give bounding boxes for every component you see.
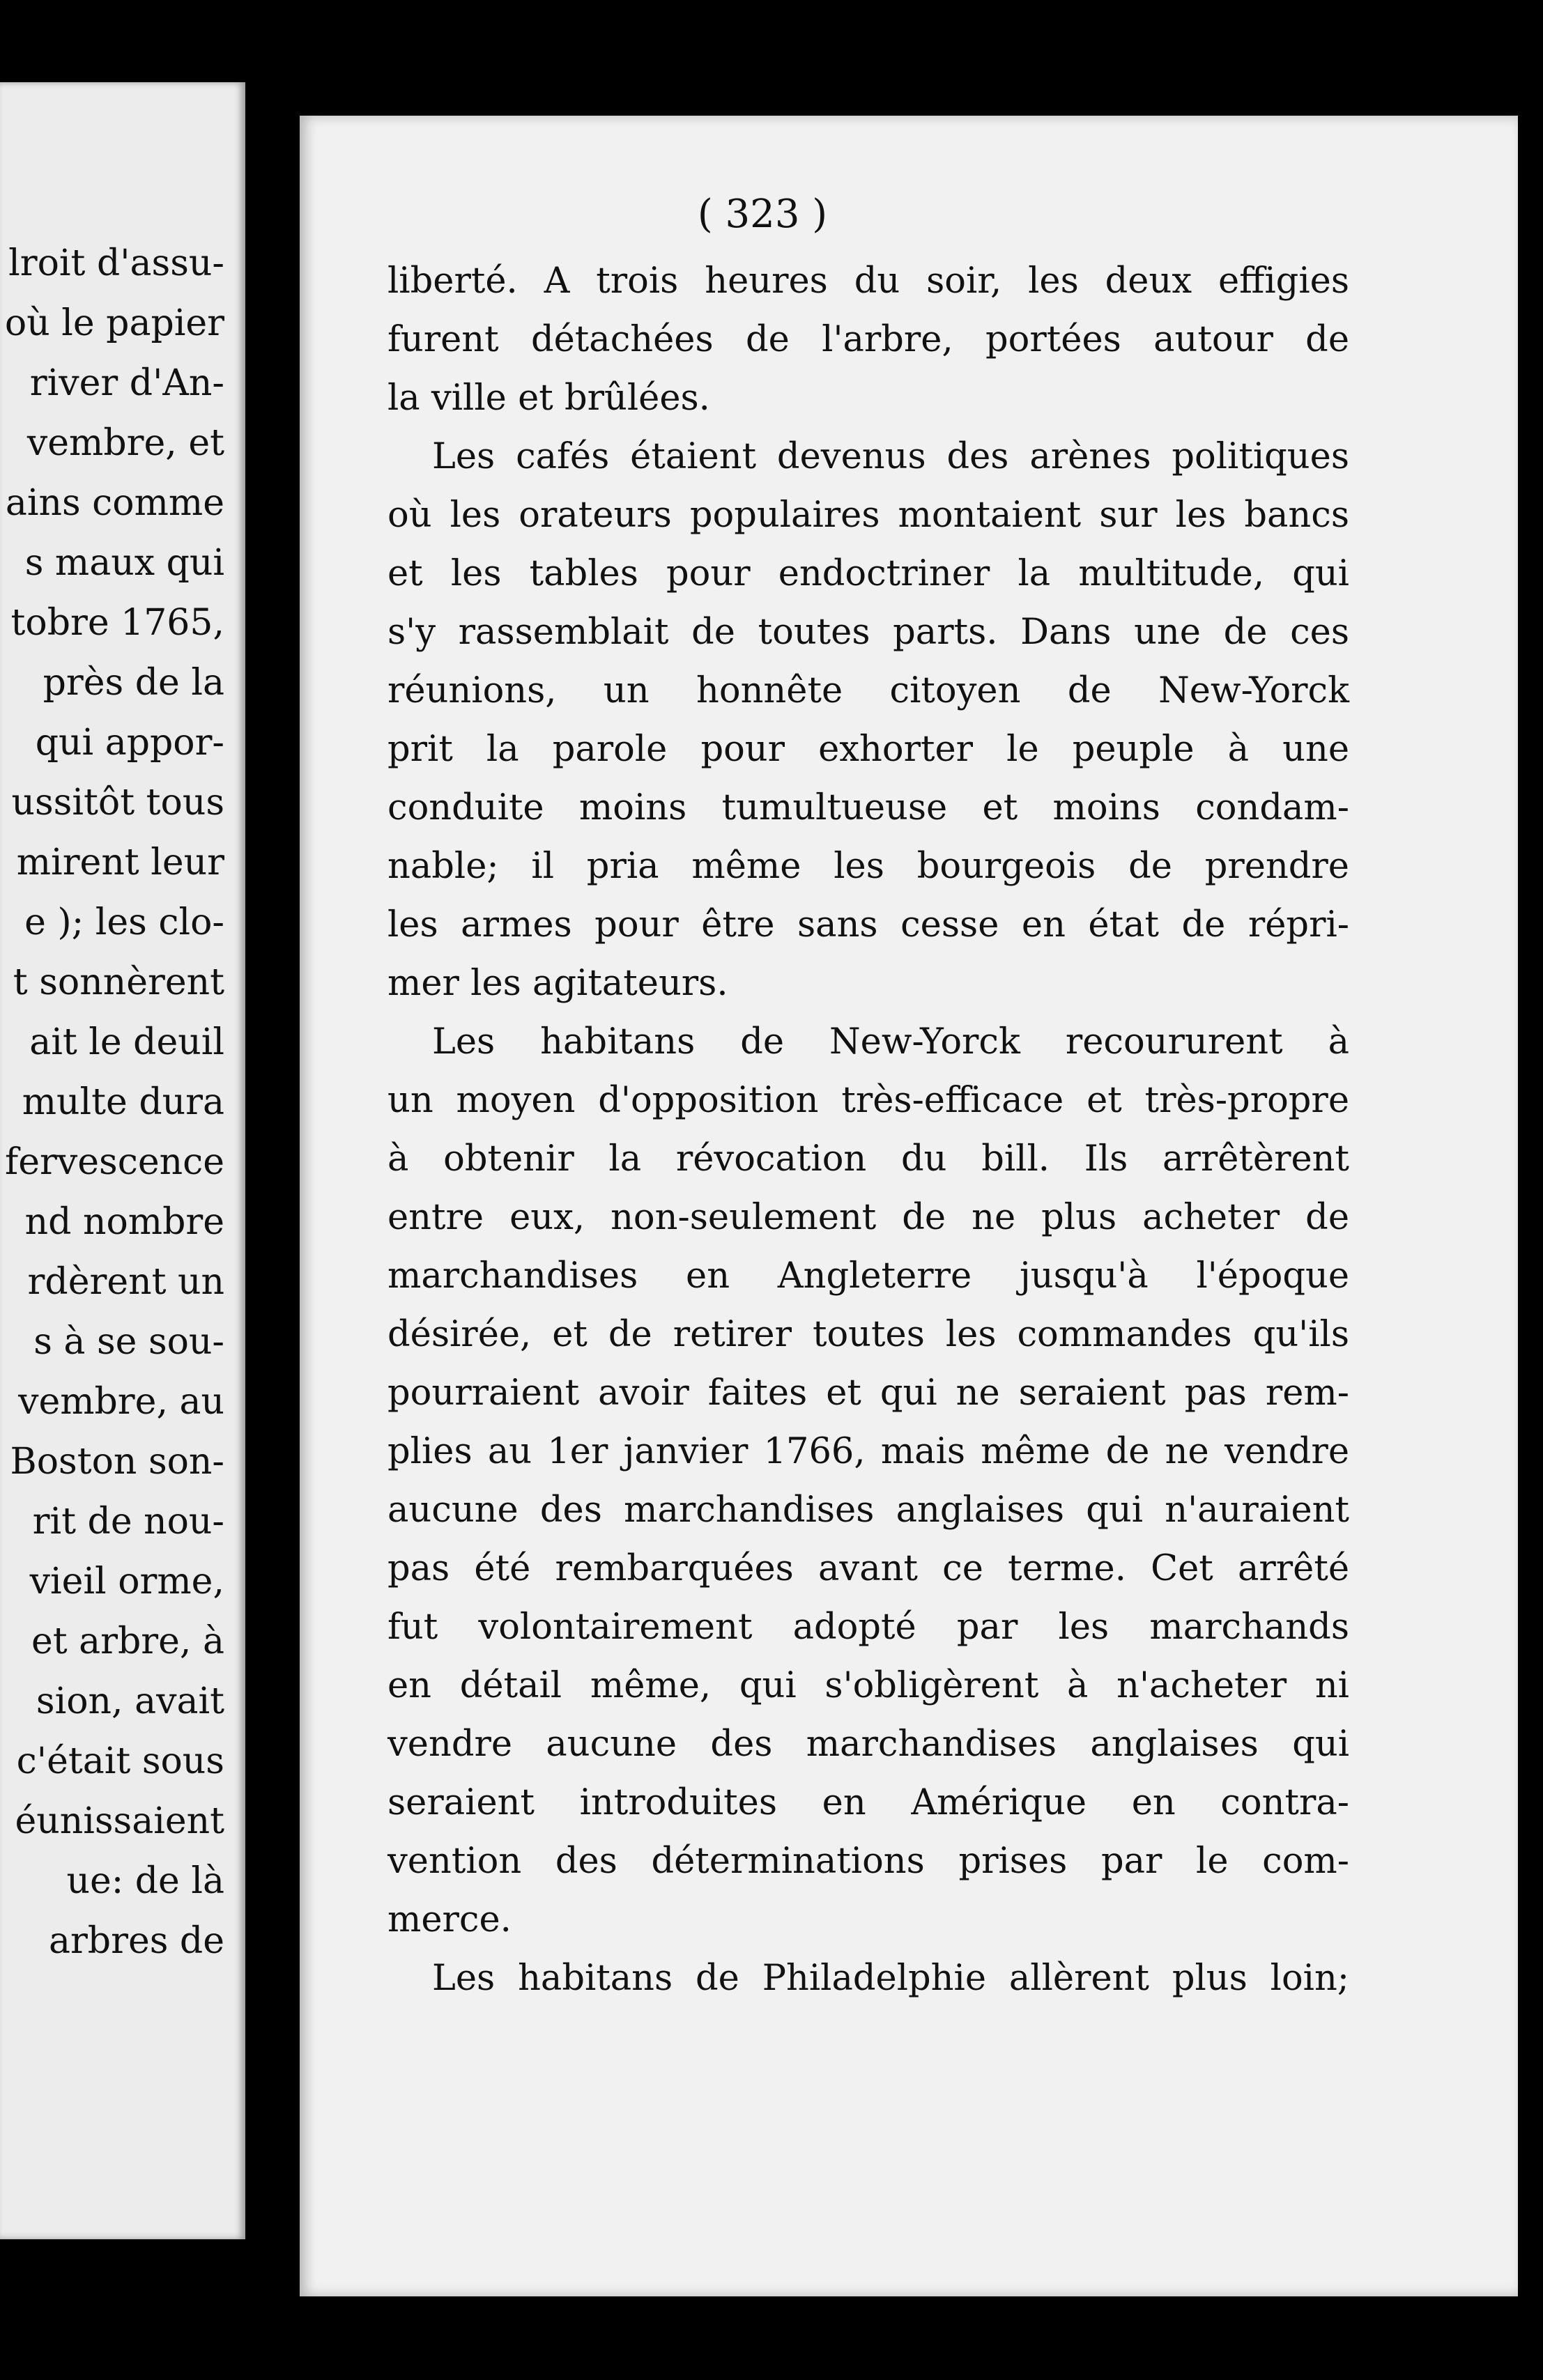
text-line: mer les agitateurs.	[387, 963, 728, 1004]
left-text-line: ussitôt tous	[11, 782, 224, 824]
text-line: Les habitans de Philadelphie allèrent plus loin;	[432, 1958, 1349, 1999]
left-text-line: mirent leur	[16, 842, 224, 883]
text-line: entre eux, non-seulement de ne plus acheter de	[387, 1197, 1349, 1238]
left-text-line: t sonnèrent	[13, 961, 224, 1003]
text-line: à obtenir la révocation du bill. Ils arrêtèrent	[387, 1138, 1349, 1180]
left-text-line: sion, avait	[36, 1680, 224, 1722]
text-line: conduite moins tumultueuse et moins condam-	[387, 787, 1349, 828]
text-line: merce.	[387, 1899, 512, 1940]
text-line: vention des déterminations prises par le com-	[387, 1841, 1349, 1882]
left-text-line: c'était sous	[16, 1740, 224, 1782]
text-line: s'y rassemblait de toutes parts. Dans une de ces	[387, 612, 1349, 653]
text-line: liberté. A trois heures du soir, les deux effigies	[387, 261, 1349, 302]
text-line: vendre aucune des marchandises anglaises qui	[387, 1724, 1349, 1765]
text-line: pourraient avoir faites et qui ne seraient pas rem-	[387, 1373, 1349, 1414]
left-text-line: vembre, au	[18, 1381, 224, 1423]
text-line: où les orateurs populaires montaient sur les bancs	[387, 495, 1349, 536]
left-text-line: river d'An-	[29, 362, 224, 404]
left-text-line: et arbre, à	[31, 1621, 224, 1662]
page-number: ( 323 )	[697, 192, 828, 237]
text-line: plies au 1er janvier 1766, mais même de ne vendre	[387, 1431, 1349, 1472]
right-page	[300, 116, 1518, 2296]
text-line: furent détachées de l'arbre, portées autour de	[387, 319, 1349, 360]
left-text-line: éunissaient	[15, 1800, 224, 1842]
left-text-line: ait le deuil	[29, 1021, 224, 1063]
left-text-line: rdèrent un	[27, 1261, 224, 1303]
left-text-line: s maux qui	[24, 542, 224, 584]
text-line: et les tables pour endoctriner la multitude, qui	[387, 553, 1349, 594]
left-text-line: près de la	[43, 662, 224, 704]
left-text-line: où le papier	[4, 302, 224, 344]
left-text-line: rit de nou-	[32, 1501, 224, 1543]
left-text-line: e ); les clo-	[24, 902, 224, 943]
left-text-line: lroit d'assu-	[8, 242, 224, 284]
text-line: en détail même, qui s'obligèrent à n'acheter ni	[387, 1665, 1349, 1706]
text-line: seraient introduites en Amérique en contra-	[387, 1782, 1349, 1823]
text-line: aucune des marchandises anglaises qui n'auraient	[387, 1490, 1349, 1531]
left-text-line: Boston son-	[10, 1441, 224, 1483]
text-line: Les cafés étaient devenus des arènes politiques	[432, 436, 1349, 477]
left-text-line: vieil orme,	[29, 1561, 224, 1602]
text-line: prit la parole pour exhorter le peuple à une	[387, 729, 1349, 770]
text-line: Les habitans de New-Yorck recoururent à	[432, 1021, 1349, 1062]
text-line: désirée, et de retirer toutes les commandes qu'ils	[387, 1314, 1349, 1355]
left-page-fragment	[0, 82, 245, 2239]
text-line: un moyen d'opposition très-efficace et très-propre	[387, 1080, 1349, 1121]
text-line: les armes pour être sans cesse en état de répri-	[387, 904, 1349, 945]
left-text-line: s à se sou-	[33, 1321, 224, 1363]
left-text-line: qui appor-	[35, 722, 224, 764]
left-text-line: vembre, et	[26, 422, 224, 464]
left-text-line: nd nombre	[24, 1201, 224, 1243]
left-text-line: multe dura	[22, 1081, 224, 1123]
text-line: marchandises en Angleterre jusqu'à l'époque	[387, 1255, 1349, 1297]
left-text-line: tobre 1765,	[10, 602, 224, 644]
left-text-line: ains comme	[5, 482, 224, 524]
text-line: nable; il pria même les bourgeois de prendre	[387, 846, 1349, 887]
text-line: pas été rembarquées avant ce terme. Cet arrêté	[387, 1548, 1349, 1589]
left-text-line: arbres de	[48, 1920, 224, 1962]
text-line: la ville et brûlées.	[387, 378, 710, 419]
text-line: réunions, un honnête citoyen de New-Yorck	[387, 670, 1349, 711]
left-text-line: ue: de là	[66, 1860, 224, 1902]
left-text-line: fervescence	[5, 1141, 224, 1183]
text-line: fut volontairement adopté par les marchands	[387, 1607, 1349, 1648]
